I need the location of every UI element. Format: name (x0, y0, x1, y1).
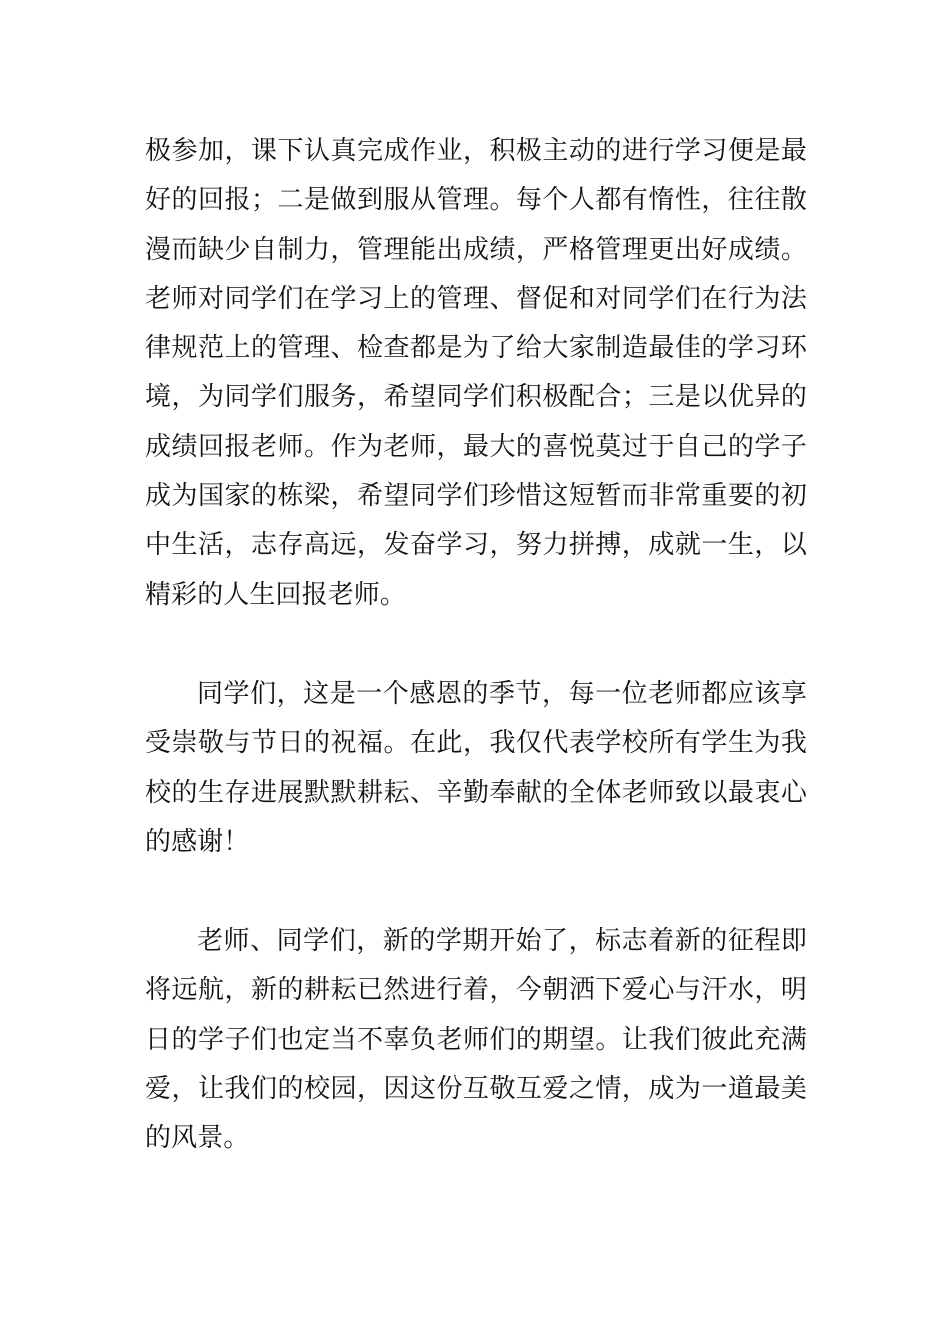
paragraph-2: 同学们，这是一个感恩的季节，每一位老师都应该享受崇敬与节日的祝福。在此，我仅代表学校所有学生为我校的生存进展默默耕耘、辛勤奉献的全体老师致以最衷心的感谢！ (145, 678, 807, 857)
paragraph-spacer (145, 867, 807, 917)
paragraph-1: 极参加，课下认真完成作业，积极主动的进行学习便是最好的回报；二是做到服从管理。每个人都有惰性，往往散漫而缺少自制力，管理能出成绩，严格管理更出好成绩。老师对同学们在学习上的管理、督促和对同学们在行为法律规范上的管理、检查都是为了给大家制造最佳的学习环境，为同学们服务，希望同学们积极配合；三是以优异的成绩回报老师。作为老师，最大的喜悦莫过于自己的学子成为国家的栋梁，希望同学们珍惜这短暂而非常重要的初中生活，志存高远，发奋学习，努力拼搏，成就一生，以精彩的人生回报老师。 (145, 136, 807, 610)
document-body (145, 127, 807, 1164)
paragraph-spacer (145, 620, 807, 670)
paragraph-3: 老师、同学们，新的学期开始了，标志着新的征程即将远航，新的耕耘已然进行着，今朝洒下爱心与汗水，明日的学子们也定当不辜负老师们的期望。让我们彼此充满爱，让我们的校园，因这份互敬互爱之情，成为一道最美的风景。 (145, 926, 807, 1154)
